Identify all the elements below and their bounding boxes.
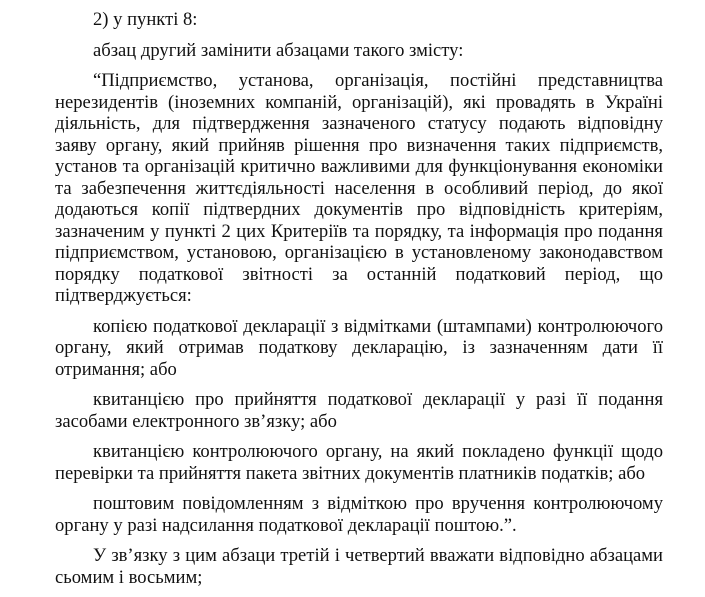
- text-line: діяльність, для підтвердження зазначеного статусу подають відповідну: [55, 113, 663, 134]
- text-line: квитанцією контролюючого органу, на який покладено функції щодо: [93, 441, 663, 462]
- text-line: заяву органу, який прийняв рішення про визначення таких підприємств,: [55, 134, 663, 156]
- text-line: поштовим повідомленням з відміткою про вручення контролюючому: [93, 493, 663, 514]
- text-line: отримання; або: [55, 358, 177, 380]
- text-line: 2) у пункті 8:: [93, 9, 198, 30]
- text-line: засобами електронного зв’язку; або: [55, 410, 337, 432]
- text-line: У зв’язку з цим абзаци третій і четвертий вважати відповідно абзацами: [93, 545, 663, 566]
- paragraph: [55, 389, 663, 432]
- text-line: підприємством, установою, організацією в установленому законодавством: [55, 242, 663, 263]
- text-line: сьомим і восьмим;: [55, 566, 203, 588]
- paragraph: [55, 316, 663, 381]
- paragraph: [55, 9, 663, 31]
- document-body: [55, 9, 663, 597]
- text-line: підтверджується:: [55, 285, 192, 306]
- text-line: перевірки та прийняття пакета звітних документів платників податків; або: [55, 462, 646, 484]
- text-line: та забезпечення життєдіяльності населення в особливий період, до якої: [55, 177, 663, 199]
- text-line: копією податкової декларації з відмітками (штампами) контролюючого: [93, 315, 663, 337]
- text-line: абзац другий замінити абзацами такого змісту:: [93, 39, 464, 61]
- paragraph: [55, 493, 663, 536]
- text-line: порядку податкової звітності за останній податковий період, що: [55, 263, 663, 285]
- paragraph: [55, 545, 663, 588]
- text-line: зазначеним у пункті 2 цих Критеріїв та порядку, та інформація про подання: [55, 220, 663, 242]
- text-line: додаються копії підтвердних документів про відповідність критеріям,: [55, 199, 663, 220]
- text-line: нерезидентів (іноземних компаній, організацій), які провадять в Україні: [55, 91, 663, 113]
- paragraph: [55, 441, 663, 484]
- text-line: органу, який отримав податкову декларацію, із зазначенням дати її: [55, 337, 663, 358]
- text-line: органу у разі надсилання податкової декларації поштою.”.: [55, 514, 517, 536]
- paragraph: [55, 40, 663, 62]
- paragraph: [55, 70, 663, 307]
- text-line: квитанцією про прийняття податкової декларації у разі її подання: [93, 389, 663, 410]
- text-line: “Підприємство, установа, організація, постійні представництва: [93, 70, 663, 91]
- text-line: установ та організацій критично важливими для функціонування економіки: [55, 156, 663, 177]
